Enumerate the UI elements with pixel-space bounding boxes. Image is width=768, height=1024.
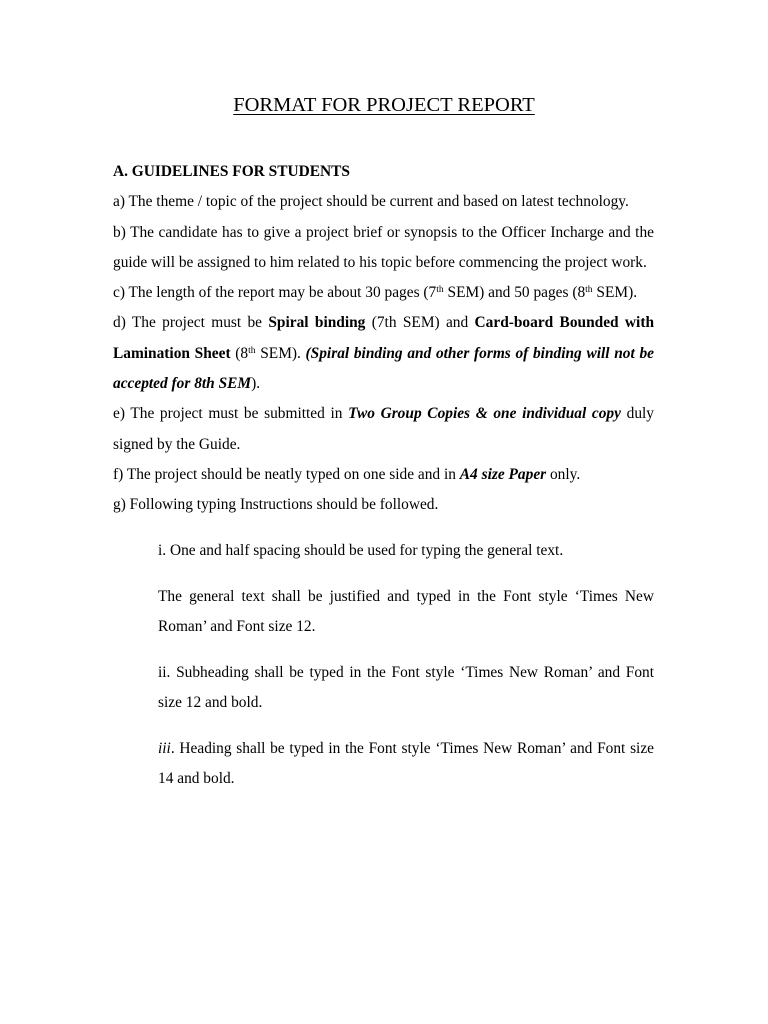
typing-instruction-i-continued: The general text shall be justified and typed in the Font style ‘Times New Roman’ and Font size 12.	[158, 587, 654, 635]
guideline-item-f: f) The project should be neatly typed on one side and in A4 size Paper only.	[113, 465, 581, 483]
guideline-item-a: a) The theme / topic of the project should be current and based on latest technology.	[113, 193, 629, 211]
binding-warning: (Spiral binding and other forms of binding will not be accepted for 8th SEM	[113, 344, 654, 393]
typing-instruction-iii: iii. Heading shall be typed in the Font style ‘Times New Roman’ and Font size 14 and bold.	[158, 739, 654, 787]
paper-size-emphasis: A4 size Paper	[459, 465, 547, 483]
guideline-item-e: e) The project must be submitted in Two Group Copies & one individual copy duly signed by the Guide.	[113, 405, 654, 453]
section-heading: A. GUIDELINES FOR STUDENTS	[113, 163, 350, 180]
spiral-binding-emphasis: Spiral binding	[268, 314, 366, 332]
guideline-item-c: c) The length of the report may be about 30 pages (7th SEM) and 50 pages (8th SEM).	[113, 283, 638, 302]
document-body	[113, 157, 654, 810]
typing-instruction-ii: ii. Subheading shall be typed in the Font style ‘Times New Roman’ and Font size 12 and bold.	[158, 663, 654, 711]
guideline-item-d: d) The project must be Spiral binding (7th SEM) and Card-board Bounded with Lamination Sheet (8th SEM). (Spiral binding and other forms of binding will not be accepted for 8th SEM).	[113, 314, 654, 393]
copies-emphasis: Two Group Copies & one individual copy	[348, 405, 621, 423]
typing-instruction-i: i. One and half spacing should be used for typing the general text.	[158, 541, 564, 559]
cardboard-binding-emphasis: Card-board Bounded with Lamination Sheet	[113, 314, 654, 362]
page-title: FORMAT FOR PROJECT REPORT	[233, 94, 535, 116]
guideline-item-g: g) Following typing Instructions should be followed.	[113, 496, 439, 514]
guideline-item-b: b) The candidate has to give a project brief or synopsis to the Officer Incharge and the guide will be assigned to him related to his topic before commencing the project work.	[113, 223, 654, 271]
